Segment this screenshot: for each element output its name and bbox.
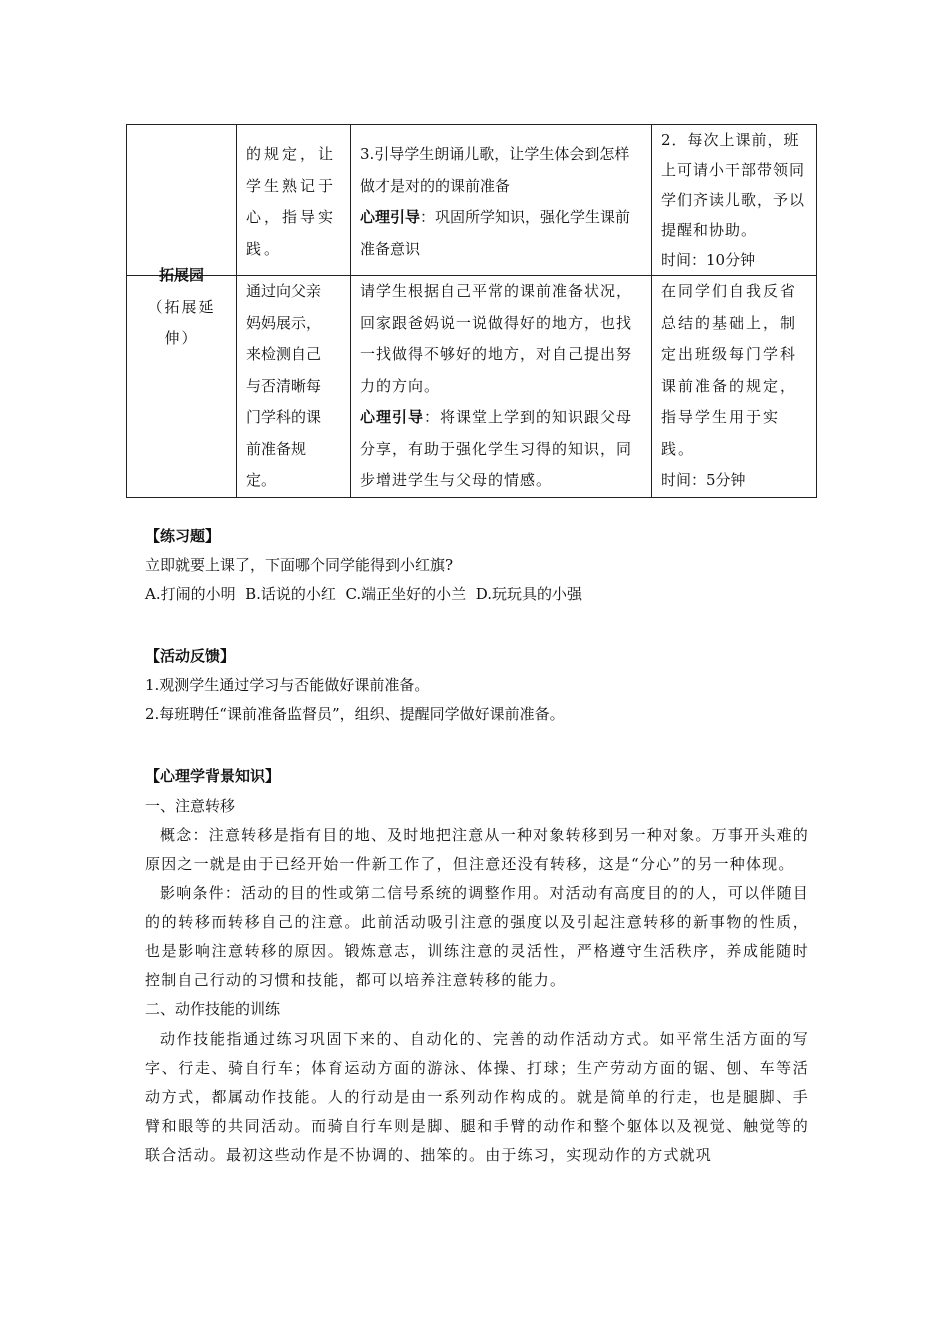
note-text: 2．每次上课前，班上可请小干部带领同学们齐读儿歌，予以提醒和协助。 <box>661 131 806 239</box>
background-section <box>145 762 809 1170</box>
feedback-section <box>145 642 809 729</box>
section-title: 一、注意转移 <box>145 796 236 815</box>
activity-cell <box>351 276 652 498</box>
guide-label: 心理引导 <box>360 208 421 226</box>
goal-line: 践。 <box>246 239 283 258</box>
goal-line: 前准备规 <box>246 439 307 458</box>
time-text: 时间：5分钟 <box>661 471 746 489</box>
guide-label: 心理引导 <box>360 408 425 426</box>
stage-cell <box>127 266 237 498</box>
exercise-section <box>145 522 809 609</box>
paragraph: 动作技能指通过练习巩固下来的、自动化的、完善的动作活动方式。如平常生活方面的写字、行走、骑自行车；体育运动方面的游泳、体操、打球；生产劳动方面的锯、刨、车等活动方式，都属动作技能。人的行动是由一系列动作构成的。就是简单的行走，也是腿脚、手臂和眼等的共同活动。而骑自行车则是脚、腿和手臂的动作和整个躯体以及视觉、触觉等的联合活动。最初这些动作是不协调的、拙笨的。由于练习，实现动作的方式就巩 <box>145 1029 809 1164</box>
note-cell <box>652 125 817 276</box>
goal-cell <box>237 276 351 498</box>
guide-text: ：巩固所学知识，强化学生课前准备意识 <box>360 208 631 258</box>
table-row <box>127 125 817 276</box>
stage-subtitle: （拓展延伸） <box>147 297 216 347</box>
guide-paragraph <box>360 402 642 497</box>
exercise-heading: 【练习题】 <box>145 527 221 545</box>
goal-line: 的规定，让 <box>246 145 337 163</box>
guide-text: ：将课堂上学到的知识跟父母分享，有助于强化学生习得的知识，同步增进学生与父母的情感。 <box>360 408 633 489</box>
goal-line: 来检测自己 <box>246 345 322 363</box>
stage-cell <box>127 125 237 276</box>
paragraph: 概念：注意转移是指有目的地、及时地把注意从一种对象转移到另一种对象。万事开头难的原因之一就是由于已经开始一件新工作了，但注意还没有转移，这是“分心”的另一种体现。 <box>145 826 809 873</box>
time-text: 时间：10分钟 <box>661 251 756 269</box>
feedback-heading: 【活动反馈】 <box>145 647 236 665</box>
feedback-item: 1.观测学生通过学习与否能做好课前准备。 <box>145 676 430 694</box>
exercise-question: 立即就要上课了，下面哪个同学能得到小红旗? <box>145 556 454 574</box>
background-heading: 【心理学背景知识】 <box>145 767 281 785</box>
note-cell <box>652 276 817 498</box>
note-text: 在同学们自我反省总结的基础上，制定出班级每门学科课前准备的规定，指导学生用于实践。 <box>661 282 798 458</box>
goal-line: 心，指导实 <box>246 208 337 226</box>
activity-text: 请学生根据自己平常的课前准备状况， 回家跟爸妈说一说做得好的地方，也找一找做得不够好的地方，对自己提出努力的方向。 <box>360 282 633 395</box>
feedback-item: 2.每班聘任“课前准备监督员”，组织、提醒同学做好课前准备。 <box>145 705 565 723</box>
goal-cell <box>237 125 351 276</box>
activity-text: 3.引导学生朗诵儿歌，让学生体会到怎样做才是对的的课前准备 <box>360 145 630 195</box>
goal-line: 妈妈展示， <box>246 313 322 332</box>
goal-line: 门学科的课 <box>246 408 322 426</box>
exercise-options: A.打闹的小明 B.话说的小红 C.端正坐好的小兰 D.玩玩具的小强 <box>145 585 582 603</box>
goal-line: 与否清晰每 <box>246 376 322 395</box>
paragraph: 影响条件：活动的目的性或第二信号系统的调整作用。对活动有高度目的的人，可以伴随目的的转移而转移自己的注意。此前活动吸引注意的强度以及引起注意转移的新事物的性质，也是影响注意转移的原因。锻炼意志，训练注意的灵活性，严格遵守生活秩序，养成能随时控制自己行动的习惯和技能，都可以培养注意转移的能力。 <box>145 884 809 989</box>
lesson-table <box>126 124 817 498</box>
goal-line: 定。 <box>246 471 277 489</box>
guide-paragraph <box>360 202 642 265</box>
table-row <box>127 276 817 498</box>
goal-line: 通过向父亲 <box>246 282 322 300</box>
stage-title: 拓展园 <box>158 266 204 284</box>
goal-line: 学生熟记于 <box>246 176 337 195</box>
activity-cell <box>351 125 652 276</box>
section-title: 二、动作技能的训练 <box>145 1000 281 1018</box>
